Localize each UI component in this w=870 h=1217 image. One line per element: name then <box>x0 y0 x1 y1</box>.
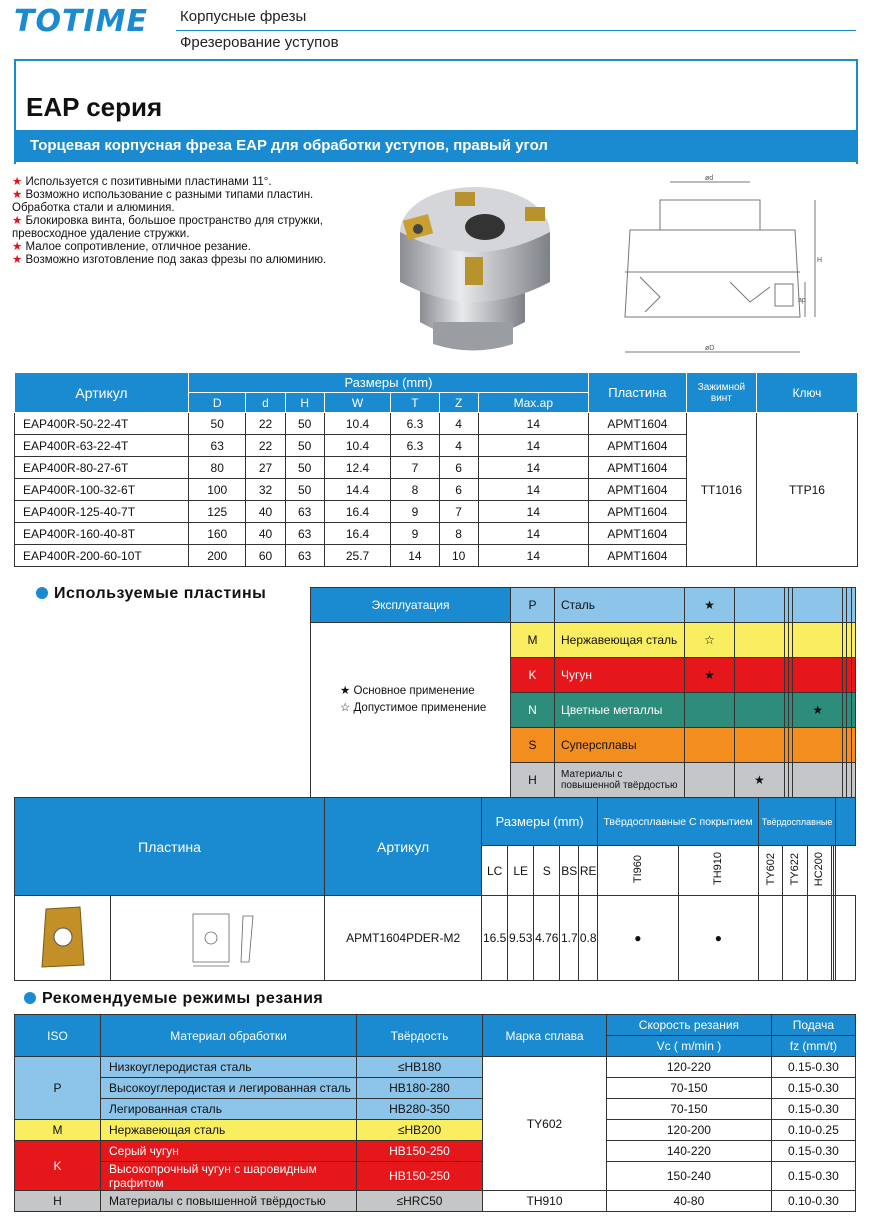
grade-label: TH910 <box>712 852 725 886</box>
legend <box>340 683 486 717</box>
header-subtitle: Фрезерование уступов <box>180 34 339 51</box>
series-title: EAP серия <box>26 92 163 122</box>
dim-col-header: H <box>285 393 324 413</box>
dim-col-header: BS <box>560 846 579 896</box>
legend-allowed: ☆ Допустимое применение <box>340 702 487 714</box>
value-cell: 50 <box>285 435 324 457</box>
star-icon: ★ <box>12 189 23 201</box>
bullet-icon <box>36 587 48 599</box>
feed-cell: 0.15-0.30 <box>771 1141 855 1162</box>
grade-cell <box>851 763 855 798</box>
grade-mark: ● <box>678 896 758 981</box>
value-cell: 63 <box>285 545 324 567</box>
hardness-cell: ≤HRC50 <box>357 1191 483 1212</box>
value-cell: 80 <box>189 457 246 479</box>
grade-cell: ★ <box>793 693 843 728</box>
table-row <box>15 1057 856 1078</box>
grade-cell <box>851 658 855 693</box>
value-cell: 63 <box>285 501 324 523</box>
material-cell: Цветные металлы <box>555 693 685 728</box>
grade-col-header <box>759 846 783 896</box>
cutting-table <box>14 1014 856 1212</box>
material-cell: Материалы с повышенной твёрдостью <box>555 763 685 798</box>
hardness-cell: HB280-350 <box>357 1099 483 1120</box>
grade-cell <box>685 728 735 763</box>
article-cell: EAP400R-160-40-8T <box>15 523 189 545</box>
col-dimensions: Размеры (mm) <box>189 373 589 393</box>
grade-cell <box>851 588 855 623</box>
value-cell: 50 <box>285 413 324 435</box>
col-key: Ключ <box>756 373 857 413</box>
material-cell: Сталь <box>555 588 685 623</box>
insert-drawing <box>153 902 283 972</box>
grade-label: HC200 <box>813 851 826 887</box>
insert-s: 4.76 <box>534 896 560 981</box>
grade-cell <box>851 728 855 763</box>
value-cell: 63 <box>189 435 246 457</box>
speed-cell: 70-150 <box>607 1099 772 1120</box>
col-plate: Пластина <box>15 798 325 896</box>
value-cell: 14 <box>478 413 588 435</box>
grade-cell <box>685 693 735 728</box>
value-cell: 160 <box>189 523 246 545</box>
header-divider <box>176 30 856 31</box>
legend-main: ★ Основное применение <box>340 685 475 697</box>
value-cell: 63 <box>285 523 324 545</box>
value-cell: 6 <box>439 457 478 479</box>
grade-empty <box>783 896 807 981</box>
speed-cell: 150-240 <box>607 1162 772 1191</box>
value-cell: 50 <box>285 457 324 479</box>
feature-list <box>12 176 342 267</box>
col-iso: ISO <box>15 1015 101 1057</box>
hardness-cell: HB150-250 <box>357 1162 483 1191</box>
grade-cell <box>734 728 784 763</box>
value-cell: 14 <box>478 501 588 523</box>
grade-cell: ☆ <box>685 623 735 658</box>
star-icon: ★ <box>12 241 23 253</box>
speed-cell: 140-220 <box>607 1141 772 1162</box>
article-cell: EAP400R-50-22-4T <box>15 413 189 435</box>
value-cell: APMT1604 <box>588 435 686 457</box>
grade-mark: ● <box>598 896 678 981</box>
value-cell: 14 <box>391 545 439 567</box>
article-cell: EAP400R-200-60-10T <box>15 545 189 567</box>
grade-cell: ★ <box>685 658 735 693</box>
grade-cell: TH910 <box>483 1191 607 1212</box>
application-row <box>311 588 856 623</box>
grade-cell <box>851 693 855 728</box>
col-blank <box>836 798 856 846</box>
grade-empty <box>836 896 856 981</box>
dim-col-header: Max.ap <box>478 393 588 413</box>
hardness-cell: HB180-280 <box>357 1078 483 1099</box>
feature-item: ★ Малое сопротивление, отличное резание. <box>12 241 251 253</box>
value-cell: 14 <box>478 435 588 457</box>
inserts-section-title: Используемые пластины <box>36 585 266 603</box>
dim-d-label: ød <box>705 175 714 182</box>
material-cell: Легированная сталь <box>101 1099 357 1120</box>
value-cell: APMT1604 <box>588 413 686 435</box>
iso-cell: H <box>511 763 555 798</box>
feature-item: ★ Возможно изготовление под заказ фрезы по алюминию. <box>12 254 327 266</box>
table-row <box>15 1078 856 1099</box>
banner: Торцевая корпусная фреза EAP для обработки уступов, правый угол <box>14 130 858 162</box>
dim-col-header: RE <box>579 846 598 896</box>
header-title: Корпусные фрезы <box>180 8 307 25</box>
grade-col-empty <box>833 846 835 896</box>
hardness-cell: ≤HB180 <box>357 1057 483 1078</box>
product-table <box>14 372 858 567</box>
star-icon: ★ <box>12 254 23 266</box>
value-cell: 8 <box>439 523 478 545</box>
feature-item: ★ Возможно использование с разными типами пластин. Обработка стали и алюминия. <box>12 189 314 214</box>
value-cell: 4 <box>439 413 478 435</box>
table-row <box>15 1191 856 1212</box>
value-cell: 125 <box>189 501 246 523</box>
brand-logo: TOTIME <box>14 4 148 39</box>
col-feed: Подача <box>771 1015 855 1036</box>
key-cell: TTP16 <box>756 413 857 567</box>
table-row <box>15 1141 856 1162</box>
grade-cell <box>734 588 784 623</box>
grade-col-header <box>598 846 678 896</box>
value-cell: 7 <box>439 501 478 523</box>
col-screw: Зажимной винт <box>686 373 756 413</box>
application-row <box>311 623 856 658</box>
col-speed: Скорость резания <box>607 1015 772 1036</box>
col-insert: Пластина <box>588 373 686 413</box>
iso-cell: K <box>511 658 555 693</box>
value-cell: 60 <box>246 545 285 567</box>
insert-re: 0.8 <box>579 896 598 981</box>
technical-drawing <box>600 172 825 362</box>
insert-lc: 16.5 <box>482 896 508 981</box>
feed-cell: 0.15-0.30 <box>771 1078 855 1099</box>
insert-table <box>14 797 856 981</box>
bullet-icon <box>24 992 36 1004</box>
article-cell: EAP400R-100-32-6T <box>15 479 189 501</box>
value-cell: 16.4 <box>324 523 390 545</box>
speed-cell: 70-150 <box>607 1078 772 1099</box>
col-dimensions: Размеры (mm) <box>482 798 598 846</box>
grade-cell <box>793 658 843 693</box>
insert-drawing-cell <box>111 896 325 981</box>
value-cell: 14 <box>478 457 588 479</box>
dim-col-header: S <box>534 846 560 896</box>
value-cell: 27 <box>246 457 285 479</box>
material-cell: Высокоуглеродистая и легированная сталь <box>101 1078 357 1099</box>
value-cell: APMT1604 <box>588 457 686 479</box>
col-article: Артикул <box>15 373 189 413</box>
grade-cell <box>685 763 735 798</box>
value-cell: 6.3 <box>391 435 439 457</box>
grade-label: TY602 <box>764 852 777 886</box>
value-cell: 8 <box>391 479 439 501</box>
value-cell: 12.4 <box>324 457 390 479</box>
value-cell: 7 <box>391 457 439 479</box>
grade-col-header <box>807 846 831 896</box>
feed-cell: 0.15-0.30 <box>771 1162 855 1191</box>
value-cell: 16.4 <box>324 501 390 523</box>
insert-photo <box>38 905 88 969</box>
col-hardness: Твёрдость <box>357 1015 483 1057</box>
grade-cell <box>734 693 784 728</box>
grade-cell: ★ <box>685 588 735 623</box>
hardness-cell: HB150-250 <box>357 1141 483 1162</box>
dim-col-header: Z <box>439 393 478 413</box>
feature-item: ★ Используется с позитивными пластинами 11°. <box>12 176 272 188</box>
dim-col-header: LE <box>508 846 534 896</box>
dim-D-label: øD <box>705 345 715 352</box>
material-cell: Нержавеющая сталь <box>555 623 685 658</box>
feed-cell: 0.10-0.25 <box>771 1120 855 1141</box>
table-row <box>15 1099 856 1120</box>
article-cell: EAP400R-125-40-7T <box>15 501 189 523</box>
dim-col-header: D <box>189 393 246 413</box>
col-speed-unit: Vc ( m/min ) <box>607 1036 772 1057</box>
value-cell: 6 <box>439 479 478 501</box>
grade-cell <box>734 623 784 658</box>
material-cell: Суперсплавы <box>555 728 685 763</box>
dim-H-label: H <box>817 257 823 264</box>
cutting-section-title: Рекомендуемые режимы резания <box>24 990 323 1008</box>
material-cell: Чугун <box>555 658 685 693</box>
value-cell: 10.4 <box>324 413 390 435</box>
table-row <box>15 1120 856 1141</box>
screw-cell: TT1016 <box>686 413 756 567</box>
material-cell: Материалы с повышенной твёрдостью <box>101 1191 357 1212</box>
insert-bs: 1.7 <box>560 896 579 981</box>
star-icon: ★ <box>12 215 23 227</box>
col-exploitation: Эксплуатация <box>311 588 511 623</box>
grade-label: TY622 <box>789 852 802 886</box>
feature-item: ★ Блокировка винта, большое пространство для стружки, превосходное удаление стружки. <box>12 215 323 240</box>
star-icon: ★ <box>12 176 23 188</box>
dim-col-header: T <box>391 393 439 413</box>
value-cell: 4 <box>439 435 478 457</box>
iso-cell: H <box>15 1191 101 1212</box>
value-cell: 14.4 <box>324 479 390 501</box>
iso-cell: P <box>15 1057 101 1120</box>
grade-label: TI960 <box>631 854 644 884</box>
iso-cell: P <box>511 588 555 623</box>
material-cell: Высокопрочный чугун с шаровидным графитом <box>101 1162 357 1191</box>
grade-cell: TY602 <box>483 1057 607 1191</box>
insert-photo-cell <box>15 896 111 981</box>
value-cell: 22 <box>246 435 285 457</box>
grade-cell: ★ <box>734 763 784 798</box>
grade-empty <box>759 896 783 981</box>
grade-cell <box>793 623 843 658</box>
value-cell: APMT1604 <box>588 479 686 501</box>
hardness-cell: ≤HB200 <box>357 1120 483 1141</box>
col-uncoated: Твёрдосплавные <box>759 798 836 846</box>
value-cell: 50 <box>285 479 324 501</box>
value-cell: APMT1604 <box>588 545 686 567</box>
value-cell: 10.4 <box>324 435 390 457</box>
insert-le: 9.53 <box>508 896 534 981</box>
value-cell: APMT1604 <box>588 523 686 545</box>
iso-cell: S <box>511 728 555 763</box>
feed-cell: 0.10-0.30 <box>771 1191 855 1212</box>
col-material: Материал обработки <box>101 1015 357 1057</box>
grade-cell <box>793 588 843 623</box>
article-cell: EAP400R-80-27-6T <box>15 457 189 479</box>
insert-article: APMT1604PDER-M2 <box>325 896 482 981</box>
material-cell: Серый чугун <box>101 1141 357 1162</box>
grade-cell <box>734 658 784 693</box>
value-cell: 40 <box>246 523 285 545</box>
dim-col-header: d <box>246 393 285 413</box>
feed-cell: 0.15-0.30 <box>771 1099 855 1120</box>
grade-empty <box>807 896 831 981</box>
value-cell: 25.7 <box>324 545 390 567</box>
col-coated: Твёрдосплавные С покрытием <box>598 798 759 846</box>
speed-cell: 120-200 <box>607 1120 772 1141</box>
speed-cell: 120-220 <box>607 1057 772 1078</box>
iso-cell: K <box>15 1141 101 1191</box>
grade-cell <box>793 728 843 763</box>
col-article: Артикул <box>325 798 482 896</box>
iso-cell: N <box>511 693 555 728</box>
dim-col-header: W <box>324 393 390 413</box>
col-feed-unit: fz (mm/t) <box>771 1036 855 1057</box>
grade-col-header <box>783 846 807 896</box>
grade-cell <box>793 763 843 798</box>
milling-cutter-image <box>385 172 560 352</box>
value-cell: 9 <box>391 523 439 545</box>
speed-cell: 40-80 <box>607 1191 772 1212</box>
value-cell: 14 <box>478 479 588 501</box>
col-grade: Марка сплава <box>483 1015 607 1057</box>
value-cell: 32 <box>246 479 285 501</box>
dim-col-header: LC <box>482 846 508 896</box>
grade-col-header <box>678 846 758 896</box>
grade-cell <box>851 623 855 658</box>
value-cell: 10 <box>439 545 478 567</box>
value-cell: 22 <box>246 413 285 435</box>
value-cell: 9 <box>391 501 439 523</box>
iso-cell: M <box>511 623 555 658</box>
value-cell: 200 <box>189 545 246 567</box>
material-cell: Низкоуглеродистая сталь <box>101 1057 357 1078</box>
table-row <box>15 1162 856 1191</box>
value-cell: 14 <box>478 523 588 545</box>
material-cell: Нержавеющая сталь <box>101 1120 357 1141</box>
article-cell: EAP400R-63-22-4T <box>15 435 189 457</box>
dim-ap-label: ap <box>798 297 806 304</box>
value-cell: 6.3 <box>391 413 439 435</box>
table-row <box>15 413 858 435</box>
value-cell: APMT1604 <box>588 501 686 523</box>
value-cell: 14 <box>478 545 588 567</box>
value-cell: 50 <box>189 413 246 435</box>
value-cell: 100 <box>189 479 246 501</box>
feed-cell: 0.15-0.30 <box>771 1057 855 1078</box>
value-cell: 40 <box>246 501 285 523</box>
iso-cell: M <box>15 1120 101 1141</box>
